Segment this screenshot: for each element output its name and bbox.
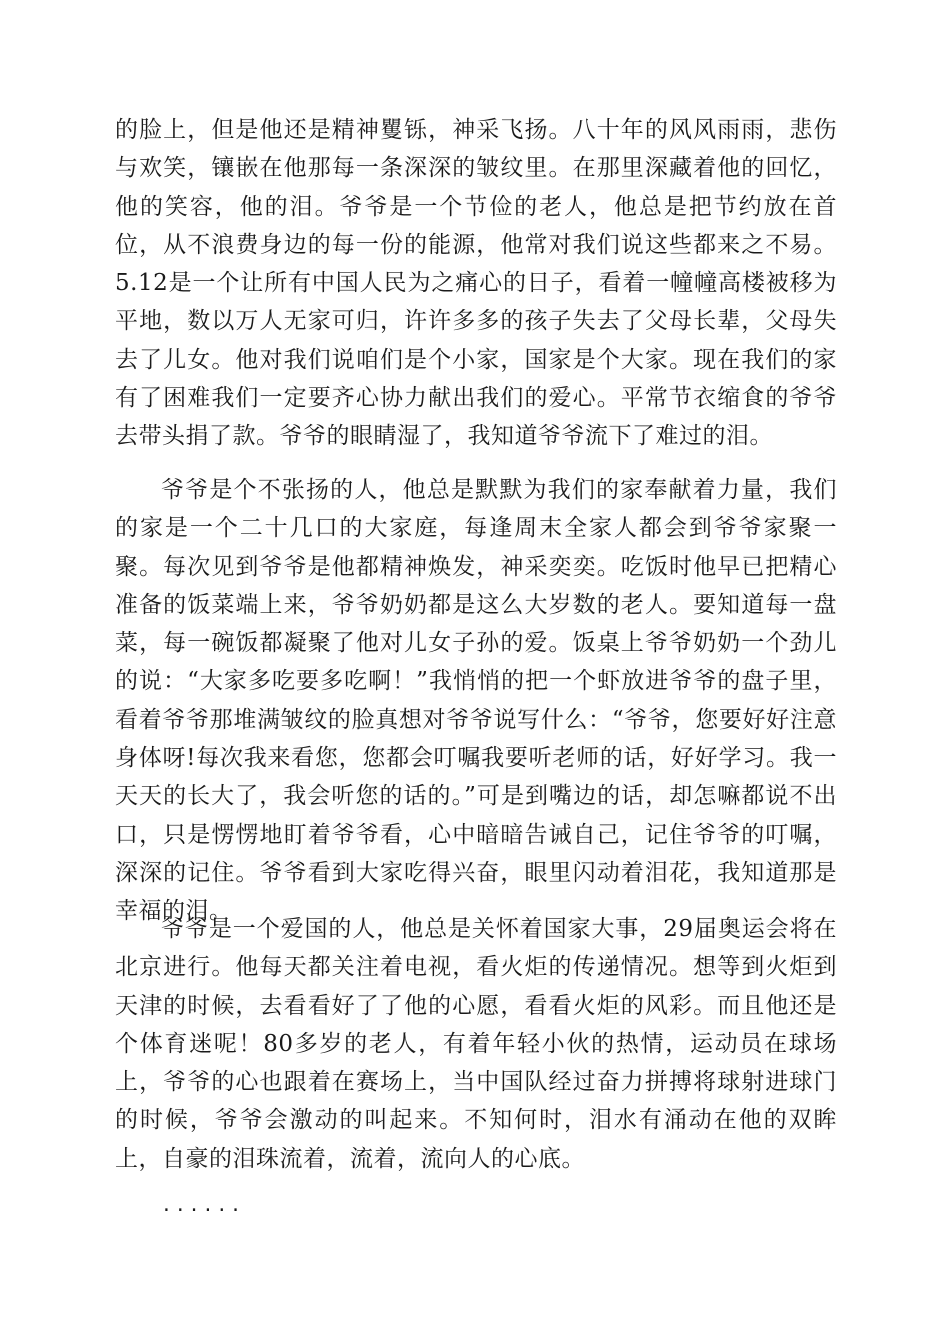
paragraph-3: 爷爷是一个爱国的人，他总是关怀着国家大事，29届奥运会将在北京进行。他每天都关注着电视，看火炬的传递情况。想等到火炬到天津的时候，去看看好了了他的心愿，看看火炬的风彩。而且他还是个体育迷呢！80多岁的老人，有着年轻小伙的热情，运动员在球场上，爷爷的心也跟着在赛场上，当中国队经过奋力拼搏将球射进球门的时候，爷爷会激动的叫起来。不知何时，泪水有涌动在他的双眸上，自豪的泪珠流着，流着，流向人的心底。 xyxy=(115,916,837,1172)
paragraph-1: 的脸上，但是他还是精神矍铄，神采飞扬。八十年的风风雨雨，悲伤与欢笑，镶嵌在他那每一条深深的皱纹里。在那里深藏着他的回忆，他的笑容，他的泪。爷爷是一个节俭的老人，他总是把节约放在首位，从不浪费身边的每一份的能源，他常对我们说这些都来之不易。5.12是一个让所有中国人民为之痛心的日子，看着一幢幢高楼被移为平地，数以万人无家可归，许许多多的孩子失去了父母长辈，父母失去了儿女。他对我们说咱们是个小家，国家是个大家。现在我们的家有了困难我们一定要齐心协力献出我们的爱心。平常节衣缩食的爷爷去带头捐了款。爷爷的眼睛湿了，我知道爷爷流下了难过的泪。 xyxy=(115,117,837,450)
ellipsis: ...... xyxy=(161,1195,245,1216)
paragraph-2: 爷爷是个不张扬的人，他总是默默为我们的家奉献着力量，我们的家是一个二十几口的大家庭，每逢周末全家人都会到爷爷家聚一聚。每次见到爷爷是他都精神焕发，神采奕奕。吃饭时他早已把精心准备的饭菜端上来，爷爷奶奶都是这么大岁数的老人。要知道每一盘菜，每一碗饭都凝聚了他对儿女子孙的爱。饭桌上爷爷奶奶一个劲儿的说：“大家多吃要多吃啊！”我悄悄的把一个虾放进爷爷的盘子里，看着爷爷那堆满皱纹的脸真想对爷爷说写什么：“爷爷，您要好好注意身体呀!每次我来看您，您都会叮嘱我要听老师的话，好好学习。我一天天的长大了，我会听您的话的。”可是到嘴边的话，却怎嘛都说不出口，只是愣愣地盯着爷爷看，心中暗暗告诫自己，记住爷爷的叮嘱，深深的记住。爷爷看到大家吃得兴奋，眼里闪动着泪花，我知道那是幸福的泪。 xyxy=(115,477,837,925)
